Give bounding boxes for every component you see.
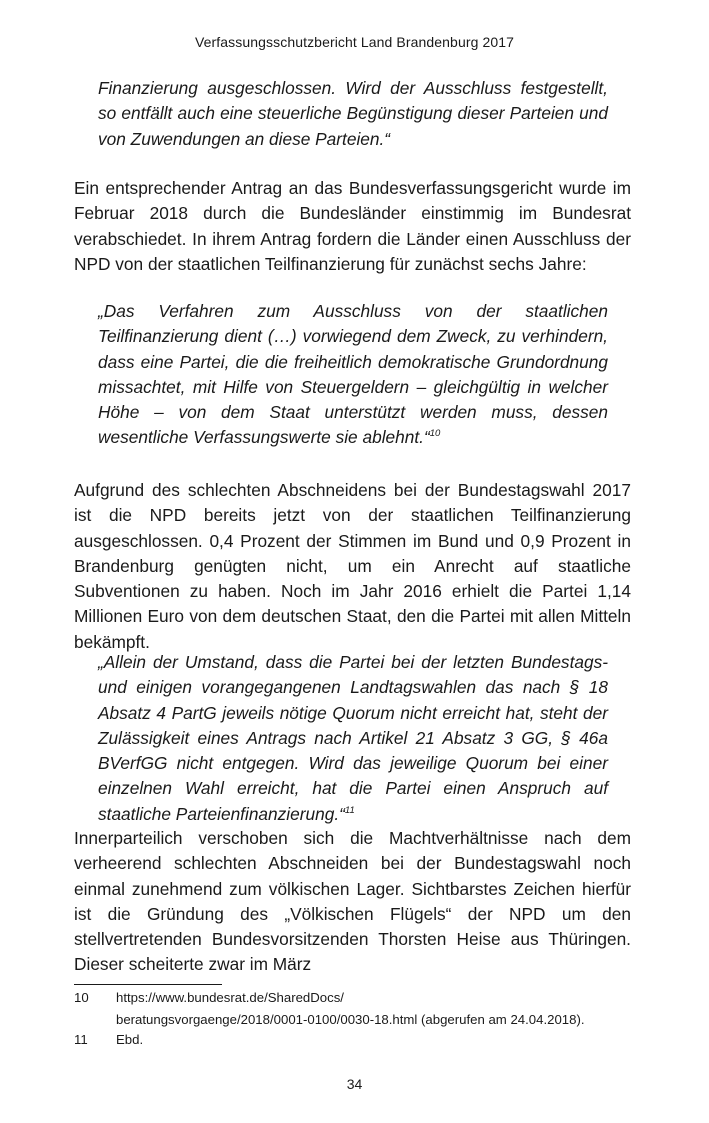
footnote-url-line2[interactable]: beratungsvorgaenge/2018/0001-0100/0030-18.html (abgerufen am 24.04.2018). xyxy=(116,1011,585,1027)
footnote-ref-11[interactable]: 11 xyxy=(344,805,355,817)
paragraph-bundestagswahl: Aufgrund des schlechten Abschneidens bei der Bundestagswahl 2017 ist die NPD bereits jetzt von der staatlichen Teilfinanzierung ausgeschlossen. 0,4 Prozent der Stimmen im Bund und 0,9 Prozent in Brandenburg genügten nicht, um ein Anrecht auf staatliche Subventionen zu haben. Noch im Jahr 2016 erhielt die Partei 1,14 Millionen Euro von dem deutschen Staat, den die Partei mit allen Mitteln bekämpft. xyxy=(74,480,631,652)
footnote-11 xyxy=(74,1029,634,1051)
footnote-number: 11 xyxy=(74,1032,88,1047)
quote-continuation: Finanzierung ausgeschlossen. Wird der Ausschluss festgestellt, so entfällt auch eine steuerliche Begünstigung dieser Parteien und von Zuwendungen an diese Parteien.“ xyxy=(98,78,608,149)
quote-bundesrat-text: „Das Verfahren zum Ausschluss von der staatlichen Teilfinanzierung dient (…) vorwiegend dem Zweck, zu verhindern, dass eine Partei, die die freiheitlich demokratische Grundordnung missachtet, mit Hilfe von Steuergeldern – gleichgültig in welcher Höhe – von dem Staat unterstützt werden muss, dessen wesentliche Verfassungswerte sie ablehnt.“ xyxy=(98,301,608,448)
footnote-10 xyxy=(74,987,634,1031)
paragraph-antrag: Ein entsprechender Antrag an das Bundesverfassungsgericht wurde im Februar 2018 durch die Bundesländer einstimmig im Bundesrat verabschiedet. In ihrem Antrag fordern die Länder einen Ausschluss der NPD von der staatlichen Teilfinanzierung für zunächst sechs Jahre: xyxy=(74,178,631,274)
page-number: 34 xyxy=(346,1076,363,1092)
running-header: Verfassungsschutzbericht Land Brandenburg 2017 xyxy=(194,34,515,50)
quote-bundesrat xyxy=(98,299,608,451)
footnote-url-line1[interactable]: https://www.bundesrat.de/SharedDocs/ xyxy=(116,990,344,1005)
footnote-divider xyxy=(74,984,222,985)
footnote-text: Ebd. xyxy=(116,1032,144,1047)
footnote-number: 10 xyxy=(74,990,89,1005)
paragraph-machtverhaeltnisse: Innerparteilich verschoben sich die Machtverhältnisse nach dem verheerend schlechten Abschneiden bei der Bundestagswahl noch einmal zunehmend zum völkischen Lager. Sichtbarstes Zeichen hierfür ist die Gründung des „Völkischen Flügels“ der NPD um den stellvertretenden Bundesvorsitzenden Thorsten Heise aus Thüringen. Dieser scheiterte zwar im März xyxy=(74,828,631,975)
quote-quorum xyxy=(98,650,608,827)
quote-quorum-text: „Allein der Umstand, dass die Partei bei der letzten Bundestags- und einigen vorangegangenen Landtagswahlen das nach § 18 Absatz 4 PartG jeweils nötige Quorum nicht erreicht hat, steht der Zulässigkeit eines Antrags nach Artikel 21 Absatz 3 GG, § 46a BVerfGG nicht entgegen. Wird das jeweilige Quorum bei einer einzelnen Wahl erreicht, hat die Partei einen Anspruch auf staatliche Parteienfinanzierung.“ xyxy=(98,652,608,824)
footnote-ref-10[interactable]: 10 xyxy=(429,428,441,440)
